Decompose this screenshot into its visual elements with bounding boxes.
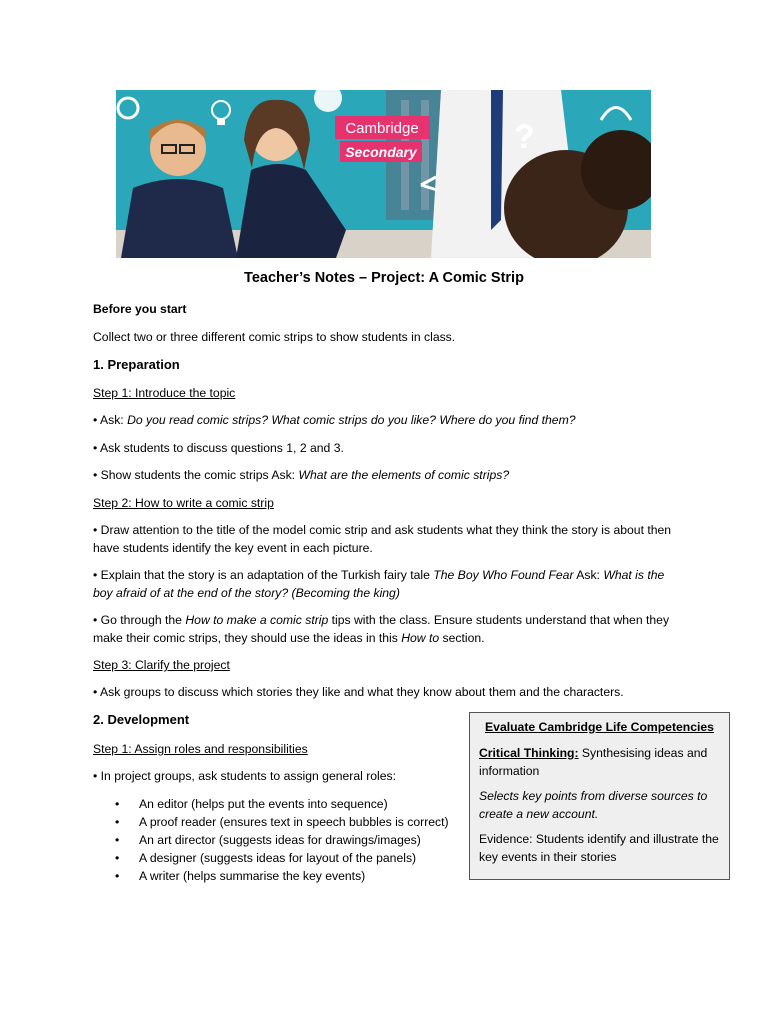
banner-image [116, 90, 651, 258]
step-title: Step 2: How to write a comic strip [93, 496, 274, 510]
step-title: Step 1: Assign roles and responsibilities [93, 742, 308, 756]
bullet-discuss: • Ask students to discuss questions 1, 2 and 3. [93, 441, 344, 455]
competency-description: Selects key points from diverse sources to create a new account. [479, 789, 708, 821]
critical-thinking: Critical Thinking: Synthesising ideas and information [479, 746, 708, 778]
competencies-title: Evaluate Cambridge Life Competencies [485, 720, 714, 734]
list-item: • A designer (suggests ideas for layout of the panels) [115, 851, 417, 865]
list-item: • A proof reader (ensures text in speech bubbles is correct) [115, 815, 449, 829]
before-heading: Before you start [93, 302, 187, 316]
page-title: Teacher’s Notes – Project: A Comic Strip [244, 270, 524, 286]
bullet-adaptation: • Explain that the story is an adaptation of the Turkish fairy tale The Boy Who Found Fear Ask: What is the boy afraid of at the end of the story? (Becoming the king) [93, 568, 665, 600]
list-item: • A writer (helps summarise the key events) [115, 869, 366, 883]
before-text: Collect two or three different comic strips to show students in class. [93, 330, 456, 344]
bullet-groups: • Ask groups to discuss which stories they like and what they know about them and the characters. [93, 685, 624, 699]
bullet-attention: • Draw attention to the title of the model comic strip and ask students what they think the story is about then have students identify the key event in each picture. [93, 523, 672, 555]
step-title: Step 3: Clarify the project [93, 658, 230, 672]
bullet-ask: • Ask: Do you read comic strips? What comic strips do you like? Where do you find them? [93, 413, 576, 427]
section-heading-preparation: 1. Preparation [93, 357, 180, 372]
evidence-text: Evidence: Students identify and illustrate the key events in their stories [479, 832, 719, 864]
logo-secondary: Secondary [345, 144, 417, 160]
logo-cambridge: Cambridge [345, 120, 419, 137]
svg-text:?: ? [514, 118, 535, 156]
banner-illustration [116, 90, 651, 258]
bullet-roles-intro: • In project groups, ask students to assign general roles: [93, 769, 397, 783]
section-heading-development: 2. Development [93, 712, 190, 727]
list-item: • An art director (suggests ideas for drawings/images) [115, 833, 421, 847]
bullet-show: • Show students the comic strips Ask: What are the elements of comic strips? [93, 468, 510, 482]
step-title: Step 1: Introduce the topic [93, 386, 236, 400]
bullet-how-to: • Go through the How to make a comic strip tips with the class. Ensure students understand that when they make their comic strips, they should use the ideas in this How to section. [93, 613, 670, 645]
roles-list [115, 795, 459, 885]
competencies-box [469, 712, 730, 880]
list-item: • An editor (helps put the events into sequence) [115, 797, 388, 811]
